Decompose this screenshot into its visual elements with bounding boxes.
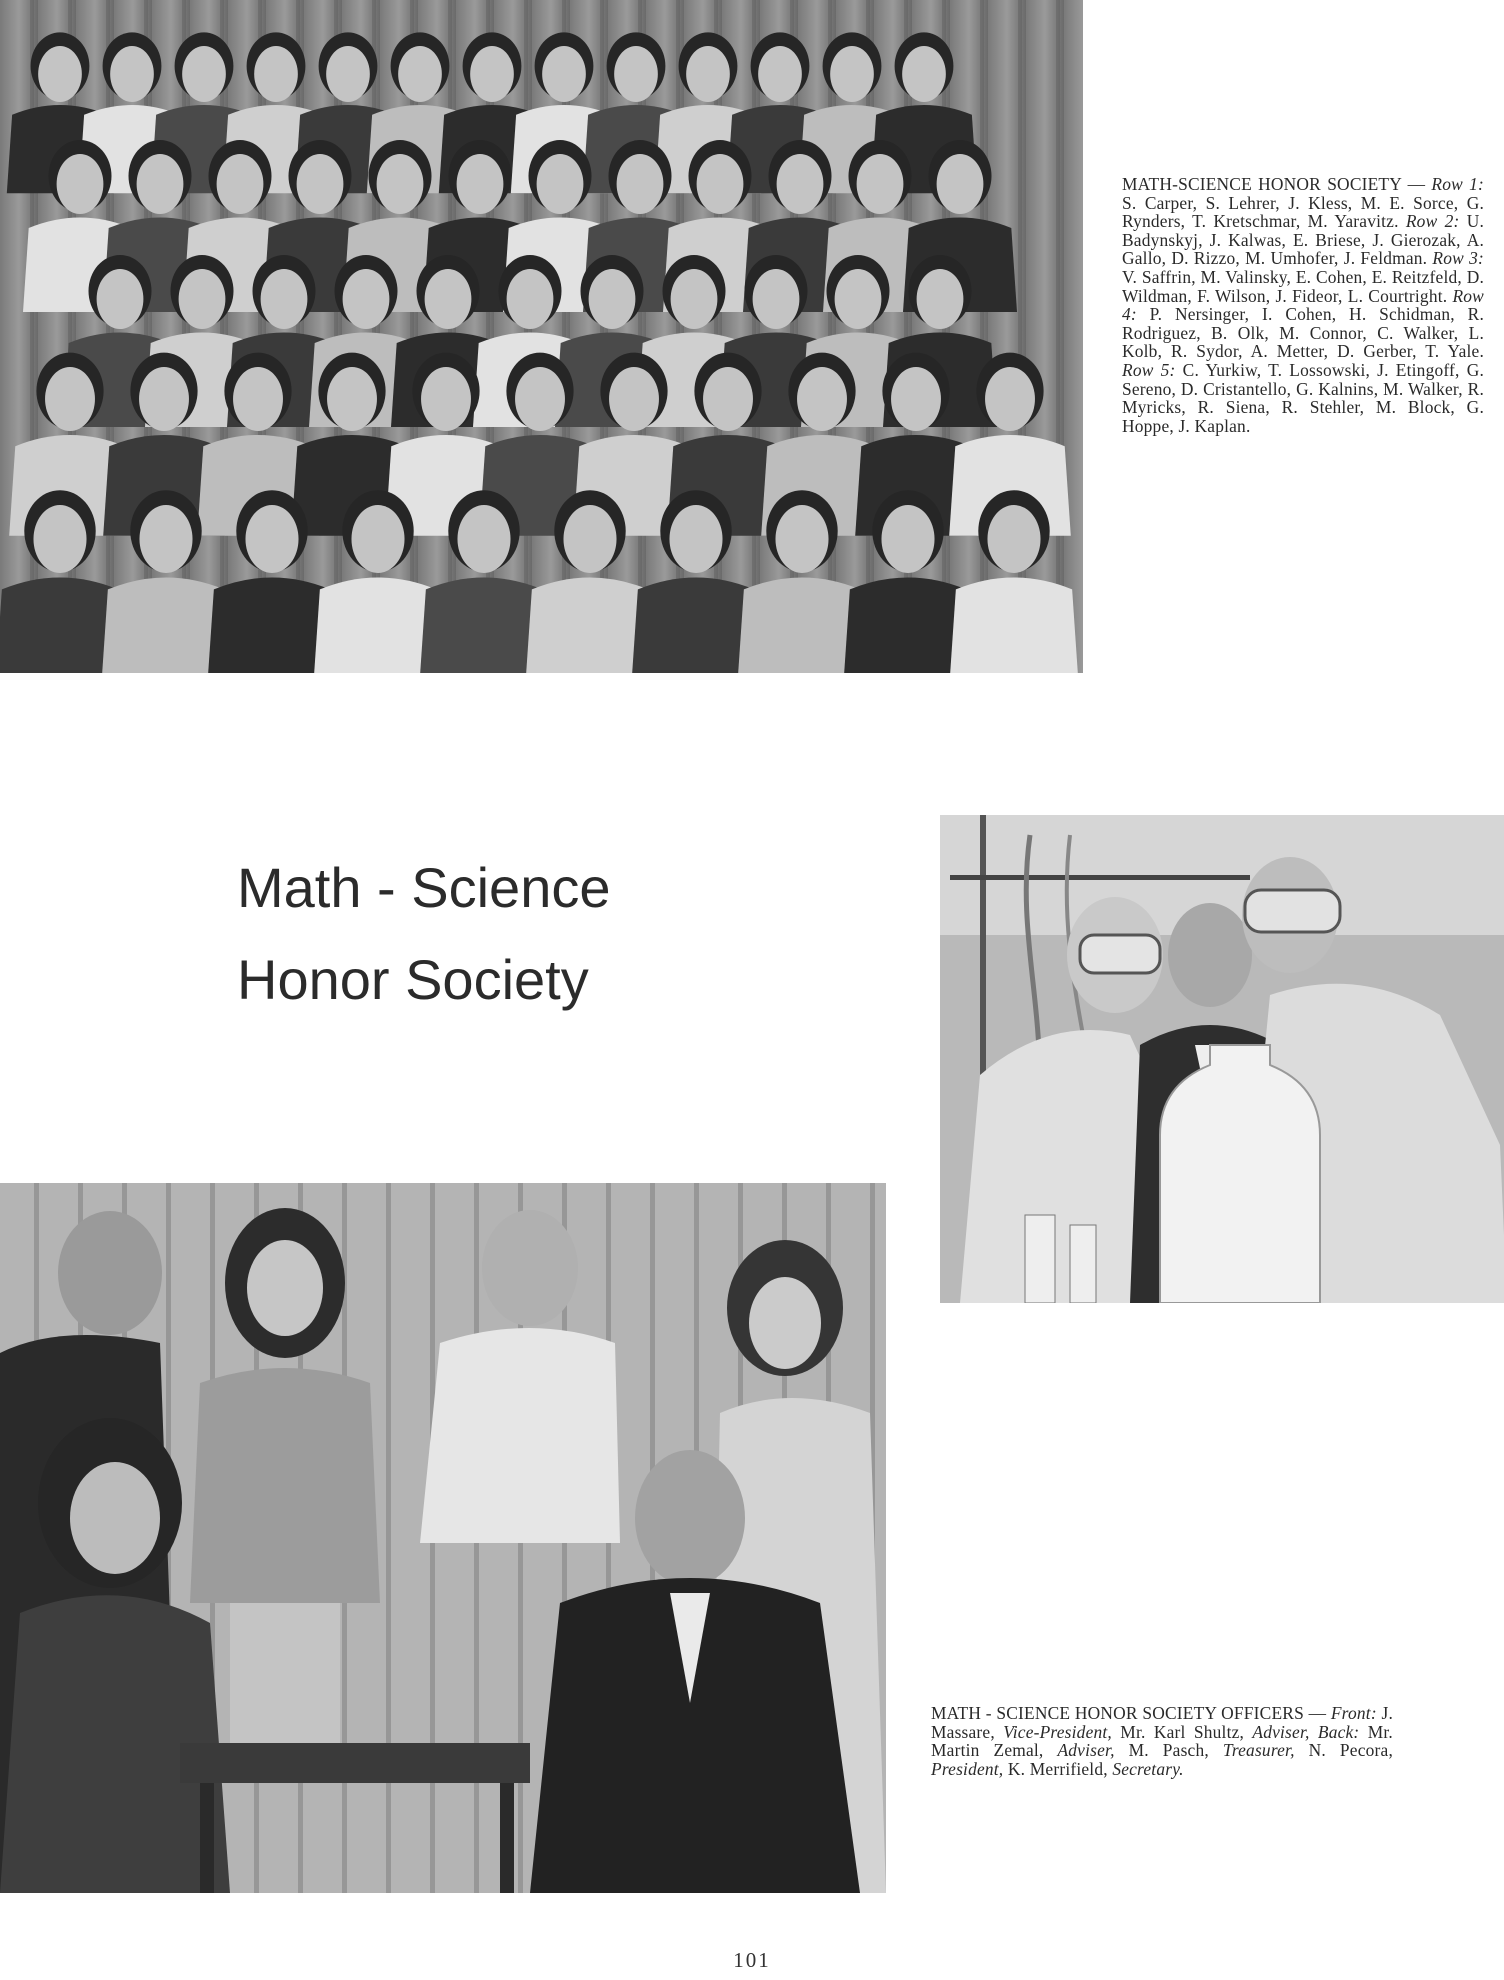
officers-text-4: M. Pasch, [1114, 1740, 1223, 1761]
officers-photo [0, 1183, 886, 1893]
row-1-label: Row 1: [1431, 174, 1485, 194]
row-2-names: U. Badynskyj, J. Kalwas, E. Briese, J. Gierozak, A. Gallo, D. Rizzo, M. Umhofer, J. Feldman. [1122, 211, 1485, 269]
role-president: President, [931, 1758, 1004, 1779]
row-1-names: S. Carper, S. Lehrer, J. Kless, M. E. Sorce, G. Rynders, T. Kretschmar, M. Yaravitz. [1122, 192, 1484, 232]
page-number: 101 [733, 1948, 771, 1972]
group-photo-image [0, 0, 1083, 673]
officers-text-6: K. Merrifield, [1003, 1758, 1113, 1779]
role-treasurer: Treasurer, [1222, 1740, 1295, 1761]
row-5-names: C. Yurkiw, T. Lossowski, J. Etingoff, G. Sereno, D. Cristantello, G. Kalnins, M. Walker, R. Myricks, R. Siena, R. Stehler, M. Block, G. Hoppe, J. Kaplan. [1122, 359, 1485, 436]
officers-text-2: Mr. Karl Shultz, [1111, 1721, 1253, 1742]
group-caption-heading: MATH-SCIENCE HONOR SOCIETY — [1122, 174, 1432, 194]
officers-text-5: N. Pecora, [1294, 1740, 1393, 1761]
row-3-names: V. Saffrin, M. Valinsky, E. Cohen, E. Reitzfeld, D. Wildman, F. Wilson, J. Fideor, L. Courtright. [1122, 266, 1484, 306]
lab-photo [940, 815, 1504, 1303]
row-5-label: Row 5: [1122, 359, 1176, 380]
page-title-line-1: Math - Science [237, 856, 611, 919]
role-adviser-1: Adviser, [1252, 1721, 1310, 1742]
back-label: Back: [1309, 1721, 1360, 1742]
row-4-names: P. Nersinger, I. Cohen, H. Schidman, R. Rodriguez, B. Olk, M. Connor, C. Walker, L. Kolb, R. Sydor, A. Metter, D. Gerber, T. Yale. [1122, 304, 1484, 362]
lab-photo-image [940, 815, 1504, 1303]
officers-caption-heading: MATH - SCIENCE HONOR SOCIETY OFFICERS — [931, 1703, 1331, 1723]
role-adviser-2: Adviser, [1057, 1740, 1115, 1761]
row-3-label: Row 3: [1432, 248, 1485, 269]
page-title-line-2: Honor Society [237, 948, 589, 1011]
row-2-label: Row 2: [1405, 211, 1460, 232]
officers-text-1: J. Massare, [931, 1703, 1393, 1742]
role-vice-president: Vice-President, [1003, 1721, 1112, 1742]
group-photo-caption [1122, 175, 1484, 435]
front-label: Front: [1330, 1703, 1377, 1723]
page-title [237, 842, 837, 1026]
group-photo [0, 0, 1083, 673]
officers-photo-image [0, 1183, 886, 1893]
officers-photo-caption [931, 1704, 1393, 1778]
role-secretary: Secretary. [1112, 1758, 1184, 1779]
officers-text-3: Mr. Martin Zemal, [931, 1721, 1393, 1761]
row-4-label: Row 4: [1122, 285, 1484, 325]
